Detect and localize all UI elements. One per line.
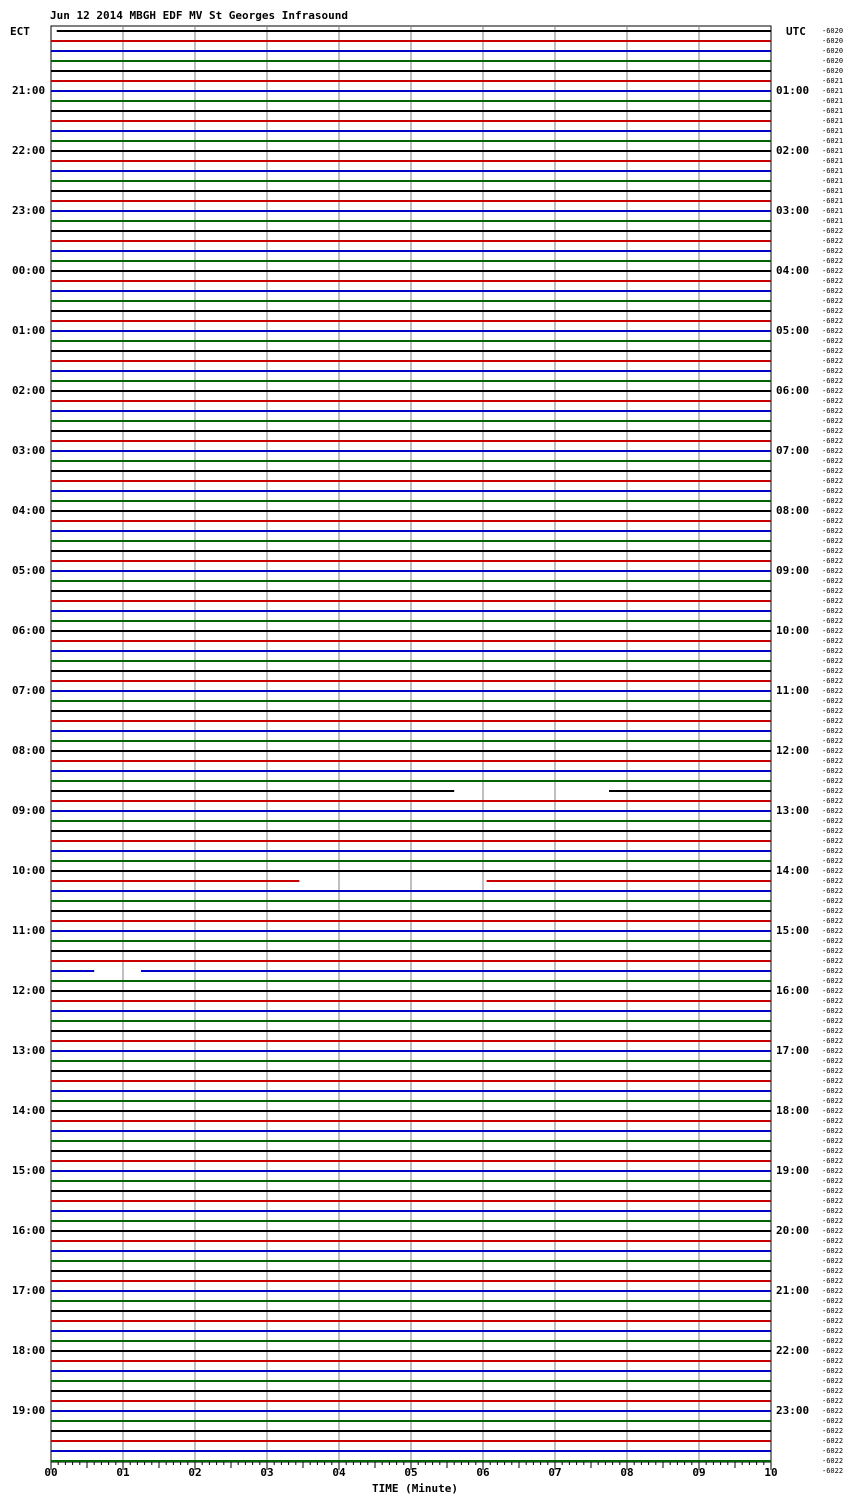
- left-timezone-label: ECT: [10, 25, 30, 38]
- x-tick-label: 05: [404, 1466, 418, 1479]
- plot-title: Jun 12 2014 MBGH EDF MV St Georges Infrasound: [50, 9, 349, 22]
- trace-offset-label: -6022: [822, 1087, 844, 1095]
- trace-offset-label: -6022: [822, 1177, 844, 1185]
- trace-offset-label: -6022: [822, 1147, 844, 1155]
- ect-hour-label: 22:00: [12, 144, 46, 157]
- utc-hour-label: 06:00: [776, 384, 810, 397]
- trace-offset-label: -6022: [822, 1387, 844, 1395]
- trace-offset-label: -6022: [822, 1427, 844, 1435]
- utc-hour-label: 23:00: [776, 1404, 810, 1417]
- trace-offset-label: -6022: [822, 1027, 844, 1035]
- trace-offset-label: -6022: [822, 1287, 844, 1295]
- trace-offset-label: -6022: [822, 937, 844, 945]
- trace-offset-label: -6022: [822, 517, 844, 525]
- trace-offset-label: -6022: [822, 847, 844, 855]
- trace-offset-label: -6022: [822, 1217, 844, 1225]
- utc-hour-label: 20:00: [776, 1224, 810, 1237]
- x-tick-label: 09: [692, 1466, 706, 1479]
- trace-offset-label: -6022: [822, 767, 844, 775]
- trace-offset-label: -6022: [822, 337, 844, 345]
- trace-offset-label: -6022: [822, 737, 844, 745]
- trace-offset-label: -6022: [822, 287, 844, 295]
- trace-offset-label: -6022: [822, 557, 844, 565]
- utc-hour-label: 03:00: [776, 204, 810, 217]
- x-tick-label: 00: [44, 1466, 58, 1479]
- trace-offset-label: -6022: [822, 1137, 844, 1145]
- trace-offset-label: -6022: [822, 357, 844, 365]
- x-axis-title-text: TIME (Minute): [371, 1482, 459, 1495]
- trace-offset-label: -6022: [822, 1257, 844, 1265]
- trace-offset-label: -6022: [822, 1247, 844, 1255]
- trace-offset-label: -6022: [822, 1107, 844, 1115]
- trace-offset-label: -6022: [822, 1417, 844, 1425]
- trace-offset-label: -6022: [822, 547, 844, 555]
- trace-offset-label: -6022: [822, 1307, 844, 1315]
- trace-offset-label: -6022: [822, 837, 844, 845]
- trace-offset-label: -6022: [822, 587, 844, 595]
- trace-offset-label: -6022: [822, 1277, 844, 1285]
- trace-offset-label: -6022: [822, 1437, 844, 1445]
- trace-offset-label: -6022: [822, 1317, 844, 1325]
- utc-hour-label: 16:00: [776, 984, 810, 997]
- trace-offset-label: -6022: [822, 1367, 844, 1375]
- x-tick-label: 07: [548, 1466, 562, 1479]
- trace-offset-label: -6022: [822, 1097, 844, 1105]
- x-tick-label: 08: [620, 1466, 634, 1479]
- utc-hour-label: 08:00: [776, 504, 810, 517]
- trace-offset-label: -6022: [822, 477, 844, 485]
- utc-hour-label: 11:00: [776, 684, 810, 697]
- ect-hour-label: 17:00: [12, 1284, 46, 1297]
- utc-hour-label: 14:00: [776, 864, 810, 877]
- trace-offset-label: -6022: [822, 917, 844, 925]
- ect-hour-label: 05:00: [12, 564, 46, 577]
- trace-offset-label: -6022: [822, 297, 844, 305]
- trace-offset-label: -6022: [822, 1127, 844, 1135]
- trace-offset-label: -6022: [822, 407, 844, 415]
- trace-offset-label: -6022: [822, 597, 844, 605]
- utc-hour-label: 05:00: [776, 324, 810, 337]
- utc-hour-label: 22:00: [776, 1344, 810, 1357]
- trace-offset-label: -6022: [822, 1077, 844, 1085]
- trace-offset-label: -6022: [822, 397, 844, 405]
- trace-offset-label: -6022: [822, 627, 844, 635]
- ect-hour-label: 07:00: [12, 684, 46, 697]
- ect-hour-label: 04:00: [12, 504, 46, 517]
- trace-offset-label: -6022: [822, 487, 844, 495]
- x-tick-label: 06: [476, 1466, 490, 1479]
- trace-offset-label: -6022: [822, 807, 844, 815]
- trace-offset-label: -6022: [822, 777, 844, 785]
- x-axis-title: [0, 1482, 852, 1495]
- utc-hour-label: 04:00: [776, 264, 810, 277]
- trace-offset-label: -6022: [822, 1357, 844, 1365]
- trace-offset-label: -6022: [822, 827, 844, 835]
- trace-offset-label: -6021: [822, 177, 844, 185]
- trace-offset-label: -6022: [822, 717, 844, 725]
- trace-offset-label: -6020: [822, 67, 844, 75]
- trace-offset-label: -6022: [822, 327, 844, 335]
- trace-offset-label: -6021: [822, 137, 844, 145]
- trace-offset-label: -6022: [822, 697, 844, 705]
- trace-offset-label: -6022: [822, 1267, 844, 1275]
- trace-offset-label: -6022: [822, 497, 844, 505]
- ect-hour-label: 12:00: [12, 984, 46, 997]
- utc-hour-label: 07:00: [776, 444, 810, 457]
- utc-hour-label: 02:00: [776, 144, 810, 157]
- ect-hour-label: 01:00: [12, 324, 46, 337]
- utc-hour-label: 10:00: [776, 624, 810, 637]
- trace-offset-label: -6022: [822, 897, 844, 905]
- trace-offset-label: -6022: [822, 1467, 844, 1475]
- x-tick-label: 02: [188, 1466, 202, 1479]
- trace-offset-label: -6022: [822, 1227, 844, 1235]
- utc-hour-label: 19:00: [776, 1164, 810, 1177]
- trace-offset-label: -6022: [822, 247, 844, 255]
- ect-hour-label: 18:00: [12, 1344, 46, 1357]
- trace-offset-label: -6022: [822, 577, 844, 585]
- trace-offset-label: -6021: [822, 127, 844, 135]
- trace-offset-label: -6022: [822, 1007, 844, 1015]
- trace-offset-label: -6022: [822, 527, 844, 535]
- trace-offset-label: -6022: [822, 997, 844, 1005]
- trace-offset-label: -6022: [822, 927, 844, 935]
- trace-offset-label: -6022: [822, 1067, 844, 1075]
- trace-offset-label: -6022: [822, 1057, 844, 1065]
- ect-hour-label: 23:00: [12, 204, 46, 217]
- trace-offset-label: -6022: [822, 1207, 844, 1215]
- trace-offset-label: -6022: [822, 1327, 844, 1335]
- ect-hour-label: 13:00: [12, 1044, 46, 1057]
- trace-offset-label: -6021: [822, 207, 844, 215]
- trace-offset-label: -6020: [822, 37, 844, 45]
- ect-hour-label: 21:00: [12, 84, 46, 97]
- trace-offset-label: -6022: [822, 1157, 844, 1165]
- trace-offset-label: -6022: [822, 447, 844, 455]
- trace-offset-label: -6022: [822, 707, 844, 715]
- trace-offset-label: -6022: [822, 1017, 844, 1025]
- utc-hour-label: 17:00: [776, 1044, 810, 1057]
- trace-offset-label: -6020: [822, 57, 844, 65]
- trace-offset-label: -6022: [822, 347, 844, 355]
- ect-hour-label: 03:00: [12, 444, 46, 457]
- utc-hour-label: 21:00: [776, 1284, 810, 1297]
- trace-offset-label: -6020: [822, 47, 844, 55]
- trace-offset-label: -6022: [822, 857, 844, 865]
- trace-offset-label: -6021: [822, 117, 844, 125]
- trace-offset-label: -6022: [822, 1407, 844, 1415]
- trace-offset-label: -6021: [822, 97, 844, 105]
- trace-offset-label: -6022: [822, 667, 844, 675]
- trace-offset-label: -6022: [822, 257, 844, 265]
- trace-offset-label: -6022: [822, 507, 844, 515]
- trace-offset-label: -6022: [822, 617, 844, 625]
- ect-hour-label: 06:00: [12, 624, 46, 637]
- trace-offset-label: -6022: [822, 657, 844, 665]
- trace-offset-label: -6022: [822, 647, 844, 655]
- trace-offset-label: -6020: [822, 27, 844, 35]
- trace-offset-label: -6022: [822, 907, 844, 915]
- x-tick-label: 03: [260, 1466, 274, 1479]
- trace-offset-label: -6022: [822, 987, 844, 995]
- utc-hour-label: 13:00: [776, 804, 810, 817]
- trace-offset-label: -6021: [822, 77, 844, 85]
- trace-offset-label: -6021: [822, 197, 844, 205]
- trace-offset-label: -6022: [822, 317, 844, 325]
- ect-hour-label: 10:00: [12, 864, 46, 877]
- ect-hour-label: 19:00: [12, 1404, 46, 1417]
- trace-offset-label: -6022: [822, 797, 844, 805]
- trace-offset-label: -6022: [822, 957, 844, 965]
- ect-hour-label: 15:00: [12, 1164, 46, 1177]
- trace-offset-label: -6022: [822, 437, 844, 445]
- trace-offset-label: -6022: [822, 1037, 844, 1045]
- utc-hour-label: 18:00: [776, 1104, 810, 1117]
- trace-offset-label: -6022: [822, 607, 844, 615]
- trace-offset-label: -6022: [822, 977, 844, 985]
- trace-offset-label: -6022: [822, 277, 844, 285]
- trace-offset-label: -6022: [822, 267, 844, 275]
- trace-offset-label: -6022: [822, 687, 844, 695]
- trace-offset-label: -6022: [822, 307, 844, 315]
- utc-hour-label: 09:00: [776, 564, 810, 577]
- trace-offset-label: -6022: [822, 1117, 844, 1125]
- ect-hour-label: 11:00: [12, 924, 46, 937]
- trace-offset-label: -6022: [822, 377, 844, 385]
- ect-hour-label: 14:00: [12, 1104, 46, 1117]
- x-tick-label: 10: [764, 1466, 778, 1479]
- trace-offset-label: -6022: [822, 467, 844, 475]
- x-tick-label: 01: [116, 1466, 130, 1479]
- trace-offset-label: -6021: [822, 187, 844, 195]
- trace-offset-label: -6021: [822, 167, 844, 175]
- trace-offset-label: -6022: [822, 417, 844, 425]
- trace-offset-label: -6022: [822, 1377, 844, 1385]
- trace-offset-label: -6022: [822, 787, 844, 795]
- trace-offset-label: -6022: [822, 1197, 844, 1205]
- ect-hour-label: 08:00: [12, 744, 46, 757]
- trace-offset-label: -6022: [822, 817, 844, 825]
- trace-offset-label: -6022: [822, 1337, 844, 1345]
- trace-offset-label: -6022: [822, 367, 844, 375]
- trace-offset-label: -6022: [822, 947, 844, 955]
- trace-offset-label: -6022: [822, 567, 844, 575]
- trace-offset-label: -6021: [822, 87, 844, 95]
- trace-offset-label: -6022: [822, 967, 844, 975]
- trace-offset-label: -6022: [822, 1397, 844, 1405]
- right-timezone-label: UTC: [786, 25, 806, 38]
- x-tick-label: 04: [332, 1466, 346, 1479]
- trace-offset-label: -6022: [822, 237, 844, 245]
- trace-offset-label: -6022: [822, 1167, 844, 1175]
- trace-offset-label: -6022: [822, 1047, 844, 1055]
- ect-hour-label: 02:00: [12, 384, 46, 397]
- trace-offset-label: -6021: [822, 107, 844, 115]
- ect-hour-label: 00:00: [12, 264, 46, 277]
- utc-hour-label: 01:00: [776, 84, 810, 97]
- trace-offset-label: -6021: [822, 217, 844, 225]
- trace-offset-label: -6022: [822, 637, 844, 645]
- trace-offset-label: -6022: [822, 387, 844, 395]
- trace-offset-label: -6022: [822, 677, 844, 685]
- utc-hour-label: 15:00: [776, 924, 810, 937]
- trace-offset-label: -6022: [822, 747, 844, 755]
- trace-offset-label: -6021: [822, 157, 844, 165]
- trace-offset-label: -6022: [822, 867, 844, 875]
- trace-offset-label: -6022: [822, 887, 844, 895]
- ect-hour-label: 09:00: [12, 804, 46, 817]
- trace-offset-label: -6022: [822, 727, 844, 735]
- trace-offset-label: -6022: [822, 1447, 844, 1455]
- trace-offset-label: -6022: [822, 757, 844, 765]
- ect-hour-label: 16:00: [12, 1224, 46, 1237]
- trace-offset-label: -6021: [822, 147, 844, 155]
- trace-offset-label: -6022: [822, 1457, 844, 1465]
- trace-offset-label: -6022: [822, 1187, 844, 1195]
- trace-offset-label: -6022: [822, 1347, 844, 1355]
- trace-offset-label: -6022: [822, 537, 844, 545]
- trace-offset-label: -6022: [822, 1237, 844, 1245]
- trace-offset-label: -6022: [822, 457, 844, 465]
- trace-offset-label: -6022: [822, 227, 844, 235]
- utc-hour-label: 12:00: [776, 744, 810, 757]
- trace-offset-label: -6022: [822, 1297, 844, 1305]
- trace-offset-label: -6022: [822, 877, 844, 885]
- trace-offset-label: -6022: [822, 427, 844, 435]
